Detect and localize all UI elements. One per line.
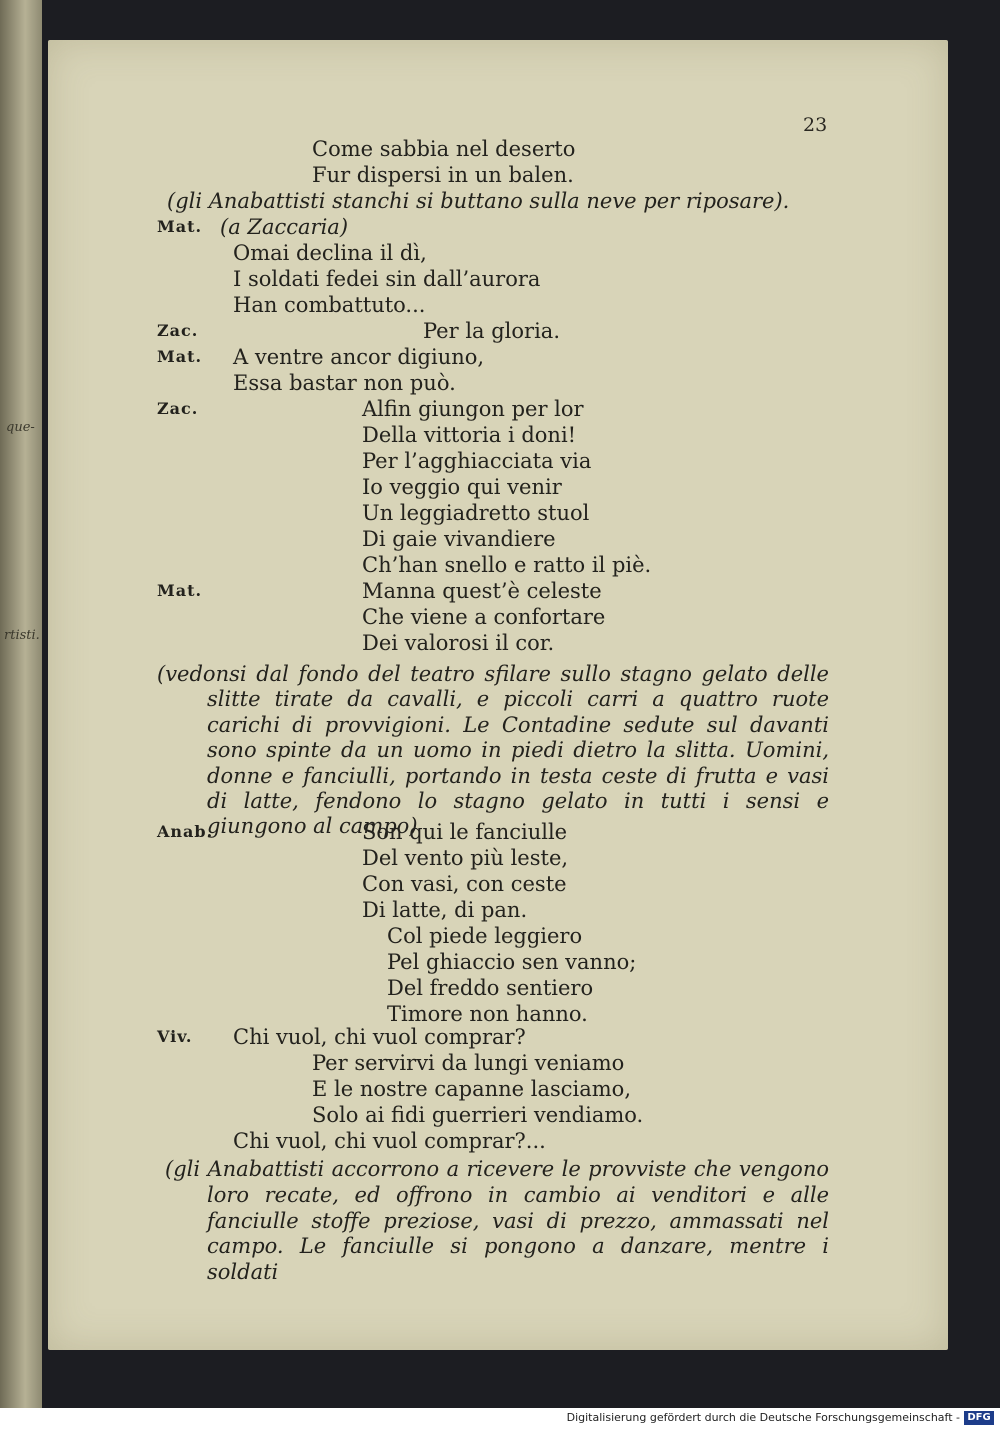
verse-line: A ventre ancor digiuno, (233, 345, 485, 369)
stage-direction-block: (gli Anabattisti accorrono a ricevere le provviste che vengono loro recate, ed offrono in cambio ai venditori e alle fanciulle stoffe preziose, vasi di prezzo, ammassati nel campo. Le fanciulle si pongono a danzare, mentre i soldati (165, 1157, 829, 1285)
verse-line: Che viene a confortare (362, 605, 606, 629)
verse-line: Essa bastar non può. (233, 371, 456, 395)
verse-line: Per l’agghiacciata via (362, 449, 592, 473)
verse-line: Alfin giungon per lor (362, 397, 584, 421)
verse-line: Di latte, di pan. (362, 898, 528, 922)
speaker-label: Mat. (157, 581, 203, 600)
stage-direction-line: (gli Anabattisti stanchi si buttano sulla neve per riposare). (167, 189, 790, 213)
verse-line: Per servirvi da lungi veniamo (312, 1051, 625, 1075)
verse-line: Un leggiadretto stuol (362, 501, 590, 525)
speaker-label: Anab. (157, 822, 214, 841)
verse-line: Della vittoria i doni! (362, 423, 577, 447)
footer-bar (0, 1408, 1000, 1430)
funding-notice: Digitalisierung gefördert durch die Deutsche Forschungsgemeinschaft - (566, 1411, 960, 1424)
stage-direction-inline: (a Zaccaria) (220, 215, 349, 239)
verse-line: Pel ghiaccio sen vanno; (387, 950, 637, 974)
verse-line: Dei valorosi il cor. (362, 631, 555, 655)
verse-line: Solo ai fidi guerrieri vendiamo. (312, 1103, 644, 1127)
verse-line: Io veggio qui venir (362, 475, 562, 499)
verse-line: Han combattuto... (233, 293, 426, 317)
verse-line: Di gaie vivandiere (362, 527, 556, 551)
verse-line: Del vento più leste, (362, 846, 569, 870)
verse-line: Fur dispersi in un balen. (312, 163, 574, 187)
dfg-logo: DFG (964, 1411, 994, 1425)
verse-line: Col piede leggiero (387, 924, 583, 948)
verse-line: E le nostre capanne lasciamo, (312, 1077, 631, 1101)
verse-line: Omai declina il dì, (233, 241, 427, 265)
previous-page-edge (0, 0, 42, 1408)
verse-line: Come sabbia nel deserto (312, 137, 576, 161)
verse-line: Chi vuol, chi vuol comprar?... (233, 1129, 546, 1153)
verse-line: Chi vuol, chi vuol comprar? (233, 1025, 526, 1049)
verse-line: Per la gloria. (423, 319, 560, 343)
verse-line: Timore non hanno. (387, 1002, 588, 1026)
verse-line: Con vasi, con ceste (362, 872, 567, 896)
previous-page-fragment: que- (6, 420, 35, 435)
verse-line: Del freddo sentiero (387, 976, 594, 1000)
stage-direction-block: (vedonsi dal fondo del teatro sfilare sullo stagno gelato delle slitte tirate da cavalli, e piccoli carri a quattro ruote carichi di provvigioni. Le Contadine sedute sul davanti sono spinte da un uomo in piedi dietro la slitta. Uomini, donne e fanciulli, portando in testa ceste di frutta e vasi di latte, fendono lo stagno gelato in tutti i sensi e giungono al campo) (157, 662, 829, 839)
verse-line: I soldati fedei sin dall’aurora (233, 267, 541, 291)
verse-line: Manna quest’è celeste (362, 579, 602, 603)
page-number: 23 (803, 114, 828, 136)
speaker-label: Mat. (157, 347, 203, 366)
previous-page-fragment: rtisti. (4, 628, 40, 643)
speaker-label: Zac. (157, 399, 199, 418)
speaker-label: Viv. (157, 1027, 193, 1046)
verse-line: Son qui le fanciulle (362, 820, 568, 844)
speaker-label: Zac. (157, 321, 199, 340)
speaker-label: Mat. (157, 217, 203, 236)
verse-line: Ch’han snello e ratto il piè. (362, 553, 652, 577)
